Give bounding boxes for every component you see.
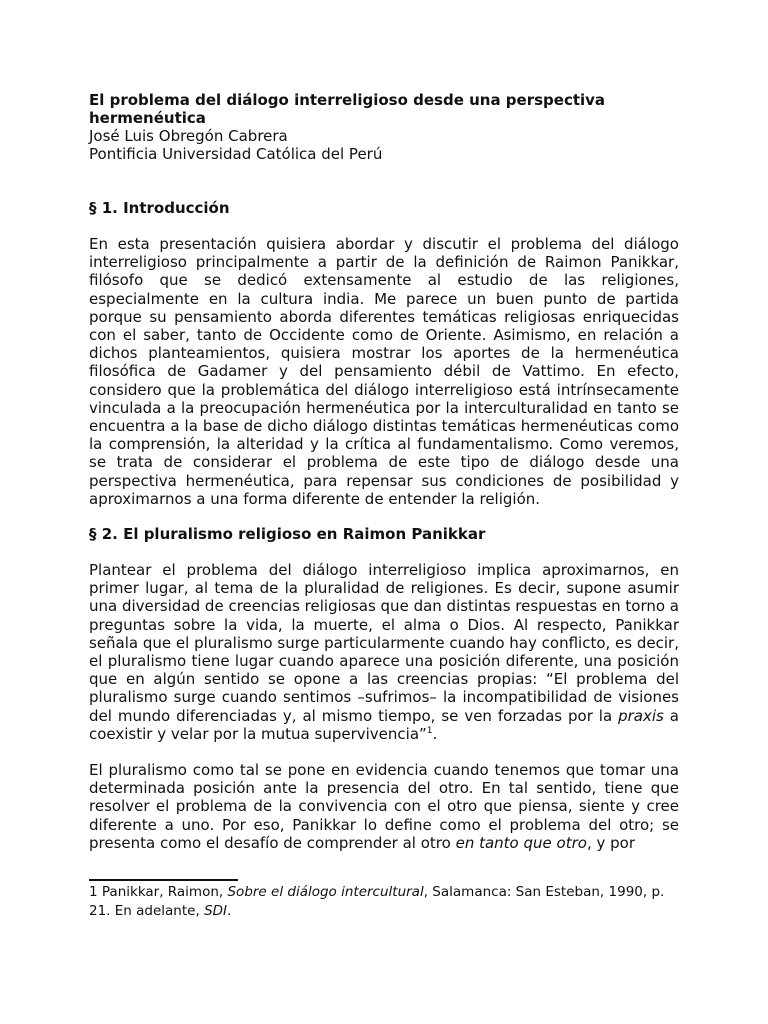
footnote-text: Panikkar, Raimon, — [101, 884, 224, 900]
footnote-book-title: Sobre el diálogo intercultural — [227, 884, 424, 900]
paragraph-text: , y por — [586, 833, 635, 852]
paragraph-text: . — [432, 724, 438, 743]
footnote-abbreviation: SDI — [204, 903, 228, 919]
footnote — [89, 883, 679, 921]
author-name: José Luis Obregón Cabrera — [89, 127, 288, 145]
footnote-reference[interactable]: 1 — [426, 725, 433, 736]
introduction-paragraph: En esta presentación quisiera abordar y discutir el problema del diálogo interreligioso principalmente a partir de la definición de Raimon Panikkar, filósofo que se dedicó extensamente al estudio de las religiones, especialmente en la cultura india. Me parece un buen punto de partida porque su pensamiento aborda diferentes temáticas religiosas enriquecidas con el saber, tanto de Occidente como de Oriente. Asimismo, en relación a dichos planteamientos, quisiera mostrar los aportes de la hermenéutica filosófica de Gadamer y del pensamiento débil de Vattimo. En efecto, considero que la problemática del diálogo interreligioso está intrínsecamente vinculada a la preocupación hermenéutica por la interculturalidad en tanto se encuentra a la base de dicho diálogo distintas temáticas hermenéuticas como la comprensión, la alteridad y la crítica al fundamentalismo. Como veremos, se trata de considerar el problema de este tipo de diálogo desde una perspectiva hermenéutica, para repensar sus condiciones de posibilidad y aproximarnos a una forma diferente de entender la religión. — [89, 235, 679, 508]
document-title: El problema del diálogo interreligioso desde una perspectiva hermenéutica — [89, 91, 606, 127]
italic-phrase: en tanto que otro — [455, 833, 587, 852]
paragraph-text: Plantear el problema del diálogo interreligioso implica aproximarnos, en primer lugar, al tema de la pluralidad de religiones. Es decir, supone asumir una diversidad de creencias religiosas que dan distintas respuestas en torno a preguntas sobre la vida, la muerte, el alma o Dios. Al respecto, Panikkar señala que el pluralismo surge particularmente cuando hay conflicto, es decir, el pluralismo tiene lugar cuando aparece una posición diferente, una posición que en algún sentido se opone a las creencias propias: “El problema del pluralismo surge cuando sentimos –sufrimos– la incompatibilidad de visiones del mundo diferenciadas y, al mismo tiempo, se ven forzadas por la — [89, 561, 679, 725]
paragraph-text: a coexistir y velar por la mutua supervivencia” — [89, 706, 679, 743]
section-heading-pluralismo: § 2. El pluralismo religioso en Raimon Panikkar — [89, 525, 486, 544]
section-heading-introduction: § 1. Introducción — [89, 199, 230, 217]
italic-term: praxis — [618, 706, 664, 725]
footnote-number: 1 — [89, 884, 98, 900]
footnote-separator — [89, 879, 238, 881]
footnote-text: , Salamanca: San Esteban, 1990, p. 21. En adelante, — [89, 884, 665, 919]
document-page — [89, 91, 679, 852]
pluralismo-paragraph-1 — [89, 561, 679, 743]
author-affiliation: Pontificia Universidad Católica del Perú — [89, 145, 383, 163]
footnote-text: . — [227, 903, 232, 919]
pluralismo-paragraph-2 — [89, 761, 679, 852]
paragraph-text: El pluralismo como tal se pone en evidencia cuando tenemos que tomar una determinada posición ante la presencia del otro. En tal sentido, tiene que resolver el problema de la convivencia con el otro que piensa, siente y cree diferente a uno. Por eso, Panikkar lo define como el problema del otro; se presenta como el desafío de comprender al otro — [89, 761, 679, 852]
